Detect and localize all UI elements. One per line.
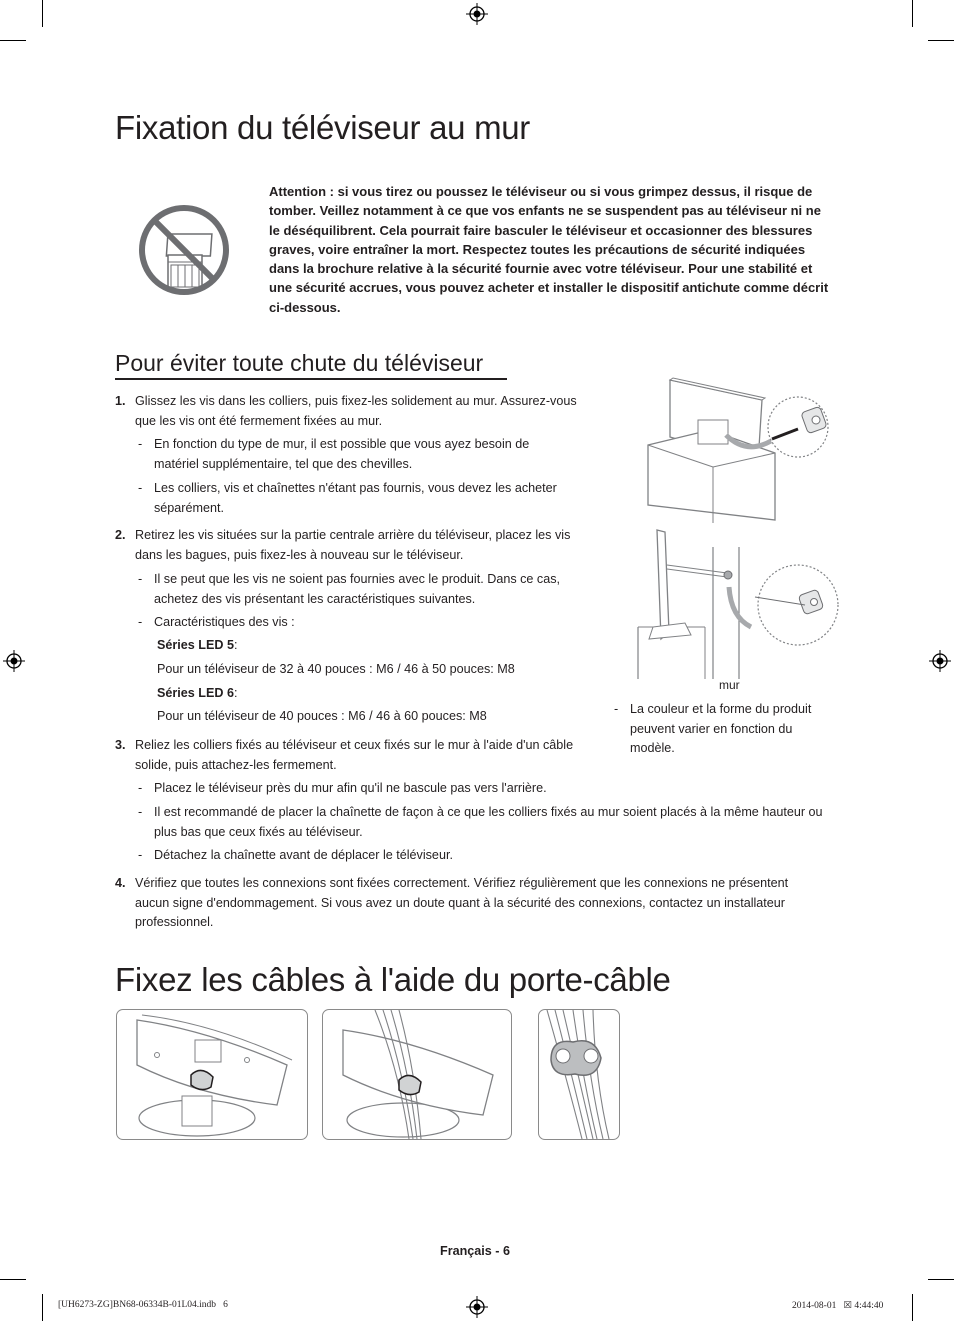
crop-mark [0,40,26,41]
step-text: Retirez les vis situées sur la partie centrale arrière du téléviseur, placez les vis dans les bagues, puis fixez-les à nouveau sur le téléviseur. [135,528,571,562]
cable-holder-bracket-illustration [117,1010,307,1139]
crop-mark [928,40,954,41]
page-title: Fixation du téléviseur au mur [115,109,530,146]
crop-mark [912,0,913,27]
print-timestamp: 2014-08-01 ☒ 4:44:40 [792,1301,884,1311]
step-note: Il se peut que les vis ne soient pas fournies avec le produit. Dans ce cas, achetez des vis présentant les caractéristiques suivantes. [154,572,561,606]
spec-label: Séries LED 6 [157,686,235,700]
step-text: Reliez les colliers fixés au téléviseur et ceux fixés sur le mur à l'aide d'un câble solide, puis attachez-les fermement. [135,738,574,772]
spec-colon: : [234,638,238,652]
note-dash: - [138,572,143,586]
crop-mark [42,0,43,27]
step-text: Vérifiez que toutes les connexions sont fixées correctement. Vérifiez régulièrement que les connexions ne présentent aucun signe d'endommagement. Si vous avez un doute quant à la sécurité des connexions, contactez un installateur professionnel. [135,876,789,929]
step-note: En fonction du type de mur, il est possible que vous ayez besoin de matériel supplémentaire, tel que des chevilles. [154,437,530,471]
section-title: Fixez les câbles à l'aide du porte-câble [115,961,671,998]
step-note: Détachez la chaînette avant de déplacer le téléviseur. [154,848,453,862]
step-number: 1. [115,394,126,408]
spec-line [157,684,238,704]
figure-note: La couleur et la forme du produit peuvent varier en fonction du modèle. [630,702,812,755]
crop-mark [912,1294,913,1321]
note-dash: - [138,848,143,862]
note-dash: - [138,437,143,451]
safety-warning-text: Attention : si vous tirez ou poussez le téléviseur ou si vous grimpez dessus, il risque de tomber. Veillez notamment à ce que vos enfants ne se suspendent pas au téléviseur ni ne le déséquilibrent. Cela pourrait faire basculer le téléviseur et occasionner des blessures graves, voire entraîner la mort. Respectez toutes les précautions de sécurité indiquées dans la brochure relative à la sécurité fournie avec votre téléviseur. Pour une stabilité et une sécurité accrues, vous pouvez acheter et installer le dispositif antichute comme décrit ci-dessous. [269,184,829,315]
step-note: Les colliers, vis et chaînettes n'étant pas fournis, vous devez les acheter séparément. [154,481,557,515]
step-note: Placez le téléviseur près du mur afin qu'il ne bascule pas vers l'arrière. [154,781,547,795]
step-number: 4. [115,876,126,890]
spec-label: Séries LED 5 [157,638,235,652]
subtitle-underline [115,378,507,380]
note-dash: - [614,702,619,716]
crop-mark [928,1279,954,1280]
step-number: 3. [115,738,126,752]
spec-colon: : [234,686,238,700]
note-dash: - [138,781,143,795]
cable-bundle-clip-illustration [539,1010,619,1139]
spec-value: Pour un téléviseur de 40 pouces : M6 / 46 à 60 pouces: M8 [157,709,487,723]
registration-mark-icon [466,1296,488,1318]
page-number: Français - 6 [440,1244,510,1258]
registration-mark-icon [929,650,951,672]
file-info: [UH6273-ZG]BN68-06334B-01L04.indb 6 [58,1300,228,1310]
crop-mark [42,1294,43,1321]
note-dash: - [138,615,143,629]
wall-label: mur [719,678,740,692]
spec-line [157,636,238,656]
cable-holder-cables-illustration [323,1010,511,1139]
tv-bracket-illustration [640,375,840,525]
section-subtitle: Pour éviter toute chute du téléviseur [115,350,484,376]
note-dash: - [138,805,143,819]
wall-anchor-illustration [635,527,845,685]
no-climbing-warning-icon [137,204,233,298]
step-number: 2. [115,528,126,542]
note-dash: - [138,481,143,495]
registration-mark-icon [3,650,25,672]
step-note: Il est recommandé de placer la chaînette de façon à ce que les colliers fixés au mur soient placés à la même hauteur ou plus bas que ceux fixés au téléviseur. [154,805,823,839]
crop-mark [0,1279,26,1280]
spec-value: Pour un téléviseur de 32 à 40 pouces : M6 / 46 à 50 pouces: M8 [157,662,515,676]
cable-holder-step-image [322,1009,512,1140]
cable-holder-step-image [538,1009,620,1140]
registration-mark-icon [466,3,488,25]
cable-holder-step-image [116,1009,308,1140]
step-text: Glissez les vis dans les colliers, puis fixez-les solidement au mur. Assurez-vous que les vis ont été fermement fixées au mur. [135,394,577,428]
step-note: Caractéristiques des vis : [154,615,295,629]
